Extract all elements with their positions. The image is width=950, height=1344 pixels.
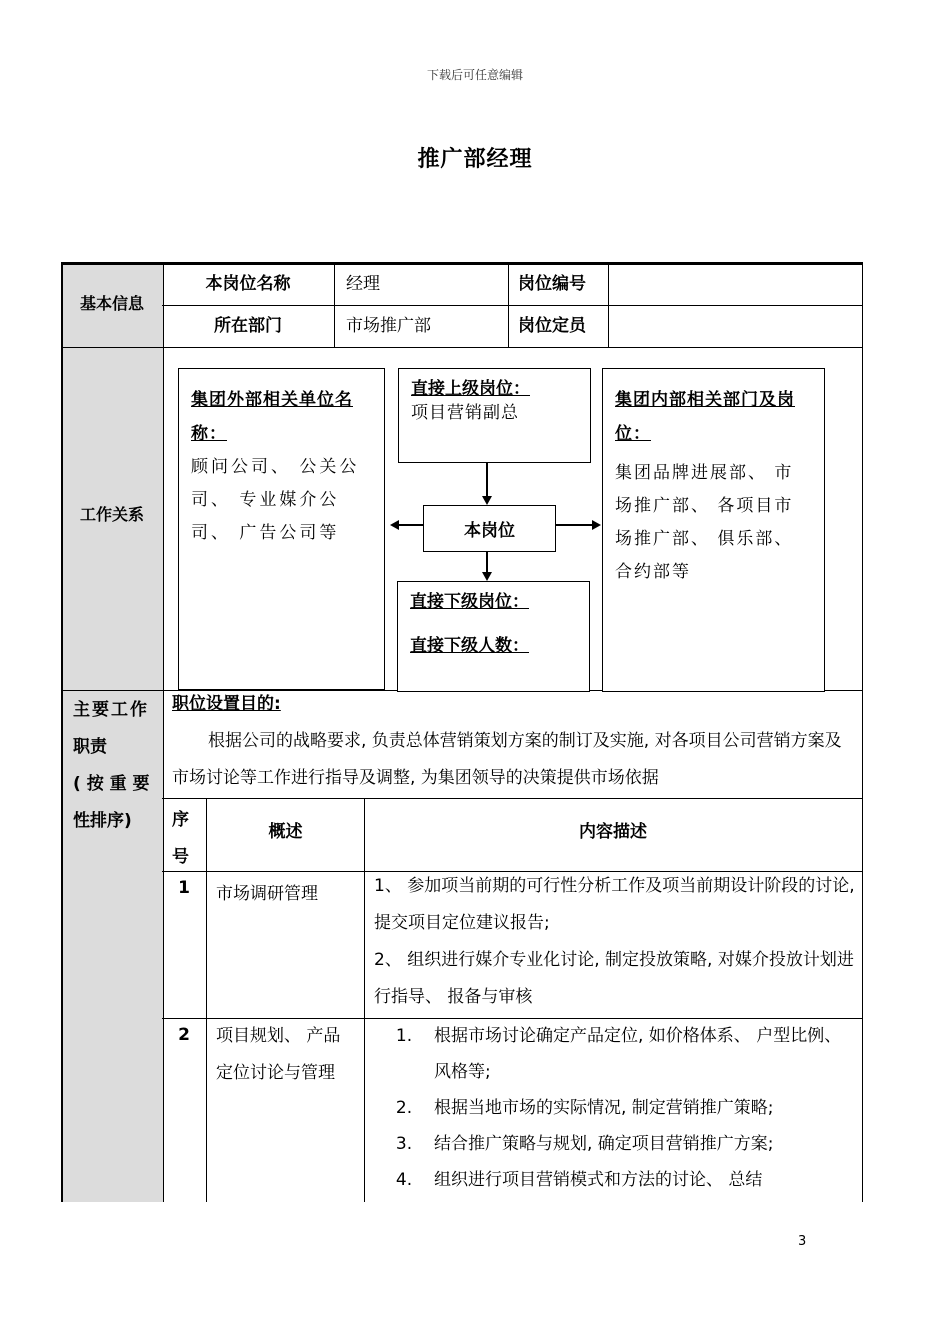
row-2-summary: 项目规划、 产品定位讨论与管理: [216, 1026, 341, 1083]
arrow-superior-to-self: [486, 463, 488, 498]
arrow-right-icon: [592, 520, 601, 530]
headcount-label: 岗位定员: [518, 316, 586, 336]
basic-col-3: [608, 265, 609, 347]
superior-box: [398, 368, 591, 463]
page-number: 3: [798, 1234, 807, 1249]
row-1-content: [374, 868, 858, 1016]
internal-departments-box: [602, 368, 825, 692]
arrow-self-to-external: [399, 524, 423, 526]
internal-departments-title: 集团内部相关部门及岗位：: [615, 390, 795, 444]
basic-col-2: [508, 265, 509, 347]
section-label-basic: 基本信息: [79, 294, 144, 313]
duties-col-2: [364, 798, 365, 1202]
row-2-content: [374, 1018, 858, 1198]
row-1-item: 2、 组织进行媒介专业化讨论, 制定投放策略, 对媒介投放计划进行指导、 报备与审核: [374, 950, 854, 1007]
position-name-label: 本岗位名称: [205, 274, 291, 294]
duties-label-line: 职责: [73, 737, 107, 757]
position-name-value: 经理: [346, 274, 380, 294]
row-2-item: [374, 1126, 858, 1162]
row-1-summary: 市场调研管理: [216, 884, 318, 904]
job-description-table: [61, 262, 862, 1202]
col-header-no-line: 序: [172, 810, 189, 830]
self-position-label: 本岗位: [464, 521, 515, 541]
row-2-item-number: 4.: [395, 1170, 413, 1190]
arrow-left-icon: [390, 520, 399, 530]
department-value: 市场推广部: [346, 316, 431, 336]
purpose-text: 根据公司的战略要求, 负责总体营销策划方案的制订及实施, 对各项目公司营销方案及市场讨论等工作进行指导及调整, 为集团领导的决策提供市场依据: [172, 731, 842, 788]
basic-col-1: [334, 265, 335, 347]
col-header-summary: 概述: [268, 822, 303, 842]
col-header-no-line: 号: [172, 847, 189, 867]
row-2-item-number: 3.: [395, 1134, 413, 1154]
row-1-item: 1、 参加项当前期的可行性分析工作及项当前期设计阶段的讨论, 提交项目定位建议报告;: [374, 876, 855, 933]
row-2-item: [374, 1090, 858, 1126]
external-units-title: 集团外部相关单位名称：: [191, 390, 353, 444]
duties-header-top: [162, 798, 862, 799]
duties-col-1: [206, 798, 207, 1202]
row-2-item-number: 2.: [395, 1098, 413, 1118]
section-label-duties: [73, 692, 159, 840]
department-label: 所在部门: [214, 316, 282, 336]
section-label-relations: 工作关系: [79, 505, 144, 524]
row-2-no: 2: [178, 1025, 190, 1045]
arrow-self-to-internal: [556, 524, 594, 526]
col-header-no: [172, 802, 202, 876]
subordinate-box: [397, 581, 590, 692]
self-position-box: [423, 505, 556, 552]
superior-title: 直接上级岗位：: [411, 379, 530, 399]
row-2-item-text: 根据当地市场的实际情况, 制定营销推广策略;: [434, 1098, 774, 1118]
row-2-item: [374, 1162, 858, 1198]
row-1-no: 1: [178, 878, 190, 898]
divider-basic-relations: [61, 347, 862, 348]
subordinate-count-title: 直接下级人数：: [410, 636, 529, 656]
row-2-item: [374, 1018, 858, 1090]
row-2-item-text: 结合推广策略与规划, 确定项目营销推广方案;: [434, 1134, 774, 1154]
page-title: 推广部经理: [417, 147, 533, 172]
row-2-item-text: 组织进行项目营销模式和方法的讨论、 总结: [434, 1170, 763, 1190]
arrow-down-icon: [482, 496, 492, 505]
row-2-item-number: 1.: [395, 1026, 413, 1046]
external-units-box: [178, 368, 385, 690]
external-units-body: 顾问公司、 公关公司、 专业媒介公司、 广告公司等: [191, 457, 360, 543]
arrow-down-icon: [482, 572, 492, 581]
internal-departments-body: 集团品牌进展部、 市场推广部、 各项目市场推广部、 俱乐部、合约部等: [615, 463, 794, 582]
col-header-content: 内容描述: [579, 822, 647, 842]
subordinate-title: 直接下级岗位：: [410, 592, 529, 612]
basic-row-divider: [162, 305, 862, 306]
duties-label-line: 性排序): [73, 811, 132, 831]
header-note: 下载后可任意编辑: [426, 68, 523, 82]
row-2-item-text: 根据市场讨论确定产品定位, 如价格体系、 户型比例、 风格等;: [434, 1026, 842, 1082]
table-top-border: [61, 262, 862, 265]
arrow-self-to-subordinate: [486, 552, 488, 573]
superior-value: 项目营销副总: [411, 403, 519, 423]
duties-label-line: ( 按 重 要: [73, 774, 150, 794]
purpose-title: 职位设置目的:: [172, 694, 281, 714]
position-code-label: 岗位编号: [518, 274, 586, 294]
duties-label-line: 主要工作: [73, 700, 149, 720]
